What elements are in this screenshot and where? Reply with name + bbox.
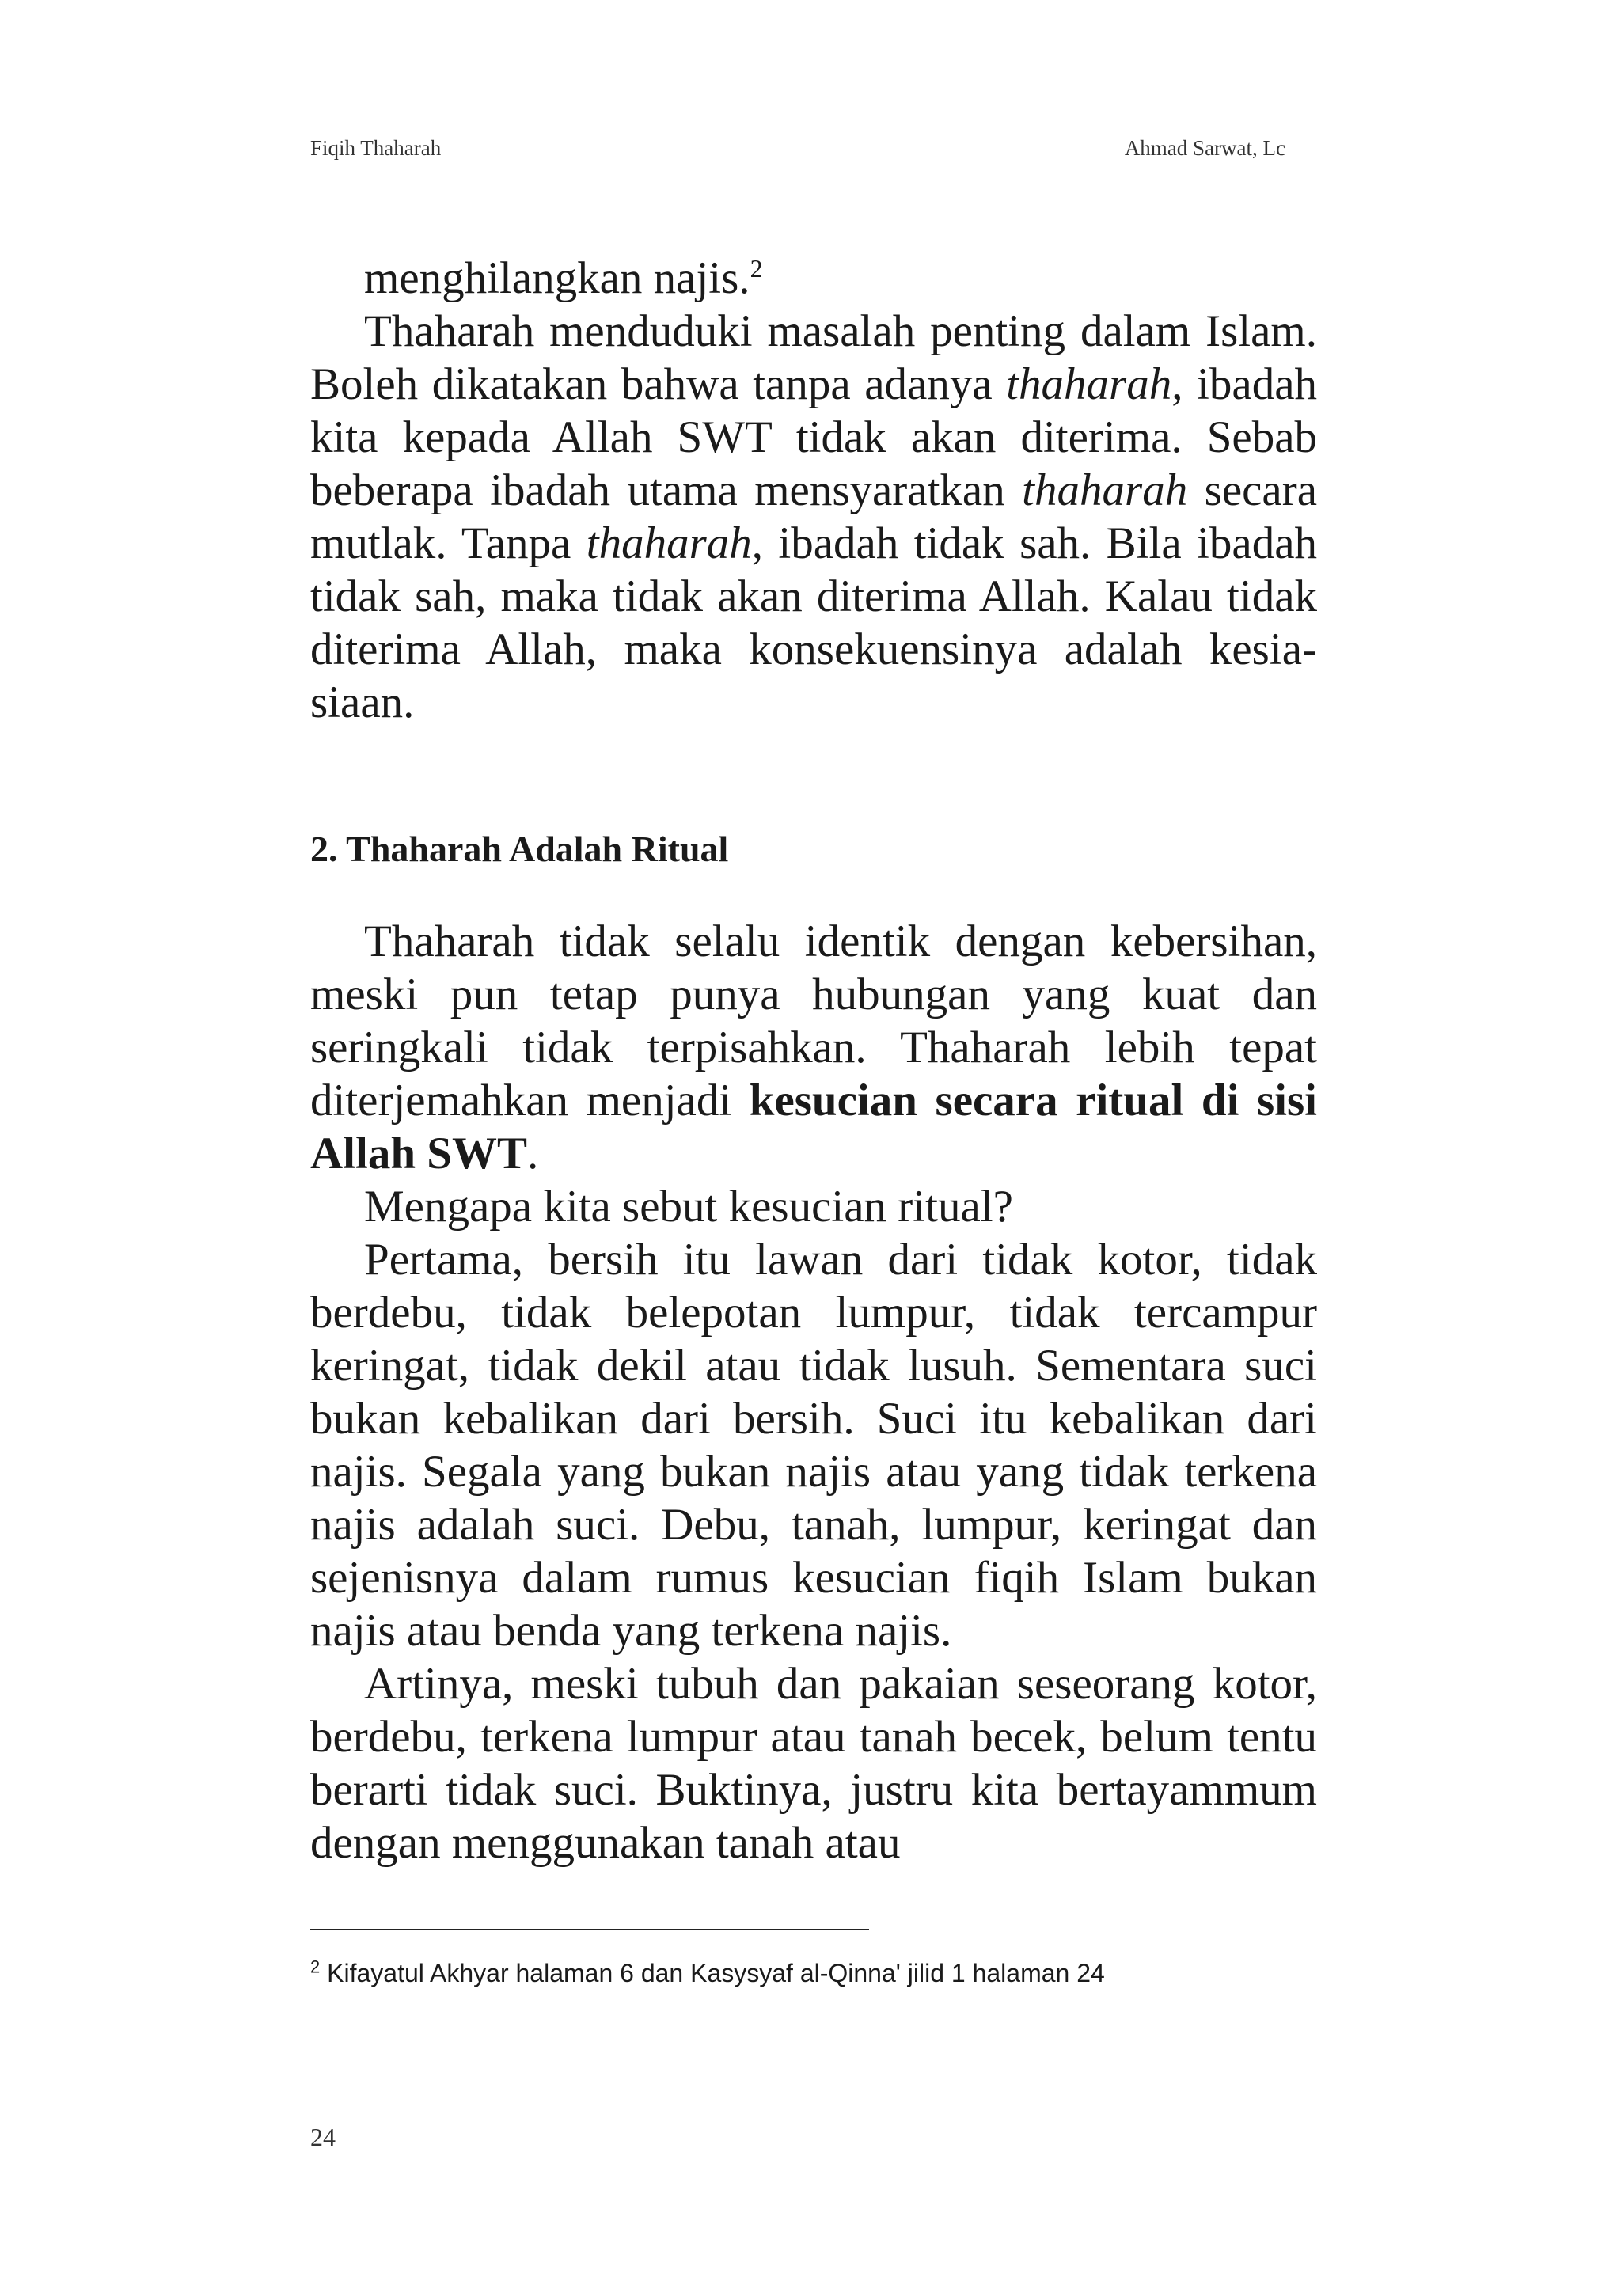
footnote (310, 1956, 1105, 1988)
paragraph-pertama: Pertama, bersih itu lawan dari tidak kotor, tidak berdebu, tidak belepotan lumpur, tidak tercampur keringat, tidak dekil atau tidak lusuh. Sementara suci bukan kebalikan dari bersih. Suci itu kebalikan dari najis. Segala yang bukan najis atau yang tidak terkena najis adalah suci. Debu, tanah, lumpur, keringat dan sejenisnya dalam rumus kesucian fiqih Islam bukan najis atau benda yang terkena najis. (310, 1235, 1317, 1656)
paragraph-text: Thaharah tidak selalu identik dengan kebersihan, meski pun tetap punya hubungan yang kuat dan seringkali tidak terpisahkan. Thaharah lebih tepat diterjemahkan menjadi (310, 917, 1317, 1125)
paragraph-text: . (527, 1129, 539, 1178)
paragraph-text: , ibadah kita kepada Allah SWT tidak akan diterima. Sebab beberapa ibadah utama mensyaratkan (310, 359, 1317, 515)
paragraph-question: Mengapa kita sebut kesucian ritual? (364, 1182, 1013, 1231)
italic-term: thaharah (586, 518, 752, 568)
section-text-block (310, 915, 1317, 1869)
footnote-mark: 2 (310, 1956, 321, 1977)
paragraph-artinya: Artinya, meski tubuh dan pakaian seseorang kotor, berdebu, terkena lumpur atau tanah becek, belum tentu berarti tidak suci. Buktinya, justru kita bertayammum dengan menggunakan tanah atau (310, 1659, 1317, 1868)
italic-term: thaharah (1022, 465, 1188, 515)
continued-line (310, 252, 1317, 305)
paragraph-thaharah-penting (310, 305, 1317, 729)
paragraph-text: secara mutlak. Tanpa (310, 465, 1317, 568)
running-head-title: Fiqih Thaharah (310, 136, 442, 160)
paragraph-text: Thaharah menduduki masalah penting dalam Islam. Boleh dikatakan bahwa tanpa adanya (310, 306, 1317, 409)
continued-text-block (310, 252, 1317, 729)
continued-line-text: menghilangkan najis. (364, 253, 750, 303)
section-heading: 2. Thaharah Adalah Ritual (310, 829, 729, 869)
footnote-text: Kifayatul Akhyar halaman 6 dan Kasysyaf al-Qinna' jilid 1 halaman 24 (320, 1959, 1105, 1987)
italic-term: thaharah (1006, 359, 1172, 409)
page-number: 24 (310, 2123, 336, 2151)
paragraph-definition (310, 915, 1317, 1180)
running-head-author: Ahmad Sarwat, Lc (1124, 136, 1285, 160)
footnote-reference: 2 (750, 254, 763, 283)
footnote-divider (310, 1929, 869, 1930)
bold-phrase: kesucian secara ritual di sisi Allah SWT (310, 1076, 1317, 1178)
paragraph-text: , ibadah tidak sah. Bila ibadah tidak sah, maka tidak akan diterima Allah. Kalau tidak diterima Allah, maka konsekuensinya adalah kesia-siaan. (310, 518, 1317, 727)
